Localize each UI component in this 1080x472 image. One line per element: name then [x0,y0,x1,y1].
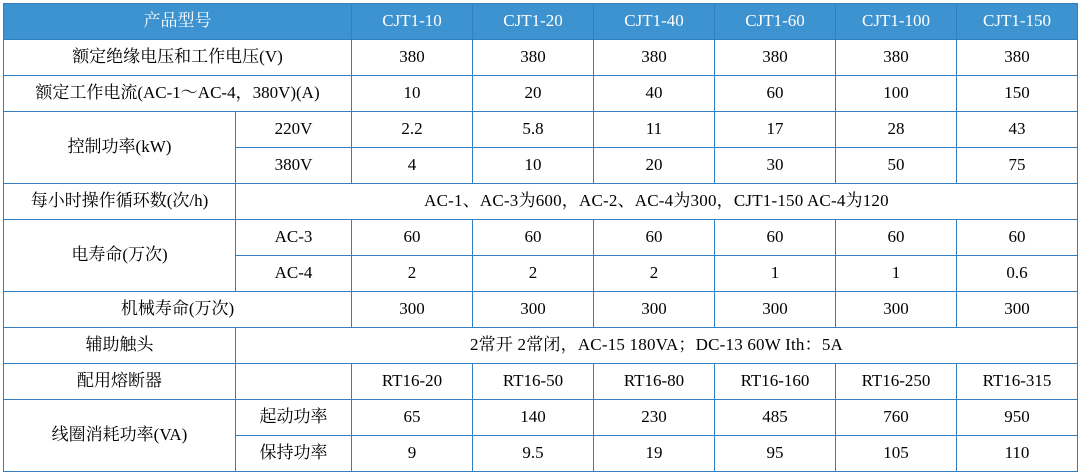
cell-matched-fuse-cjt1-60: RT16-160 [715,364,836,400]
cell-matched-fuse-cjt1-10: RT16-20 [352,364,473,400]
cell-rated-operating-current-cjt1-10: 10 [352,76,473,112]
header-model-cjt1-100: CJT1-100 [836,4,957,40]
cell-control-power-380v-cjt1-40: 20 [594,148,715,184]
row-sublabel-coil-power-holding: 保持功率 [236,436,352,472]
cell-mechanical-life-cjt1-20: 300 [473,292,594,328]
row-label-mechanical-life: 机械寿命(万次) [4,292,352,328]
cell-rated-insulation-voltage-cjt1-40: 380 [594,40,715,76]
cell-rated-insulation-voltage-cjt1-100: 380 [836,40,957,76]
header-model-cjt1-150: CJT1-150 [957,4,1078,40]
table-row [4,328,1078,364]
cell-electrical-life-ac4-cjt1-60: 1 [715,256,836,292]
cell-control-power-220v-cjt1-60: 17 [715,112,836,148]
cell-coil-power-starting-cjt1-60: 485 [715,400,836,436]
row-label-auxiliary-contacts: 辅助触头 [4,328,236,364]
cell-coil-power-starting-cjt1-20: 140 [473,400,594,436]
cell-control-power-220v-cjt1-100: 28 [836,112,957,148]
table-row [4,40,1078,76]
cell-rated-insulation-voltage-cjt1-150: 380 [957,40,1078,76]
table-header-row [4,4,1078,40]
cell-electrical-life-ac3-cjt1-40: 60 [594,220,715,256]
row-sublabel-electrical-life-ac4: AC-4 [236,256,352,292]
table-row [4,76,1078,112]
cell-matched-fuse-cjt1-100: RT16-250 [836,364,957,400]
cell-mechanical-life-cjt1-150: 300 [957,292,1078,328]
table-row [4,220,1078,256]
cell-matched-fuse-cjt1-40: RT16-80 [594,364,715,400]
cell-electrical-life-ac3-cjt1-60: 60 [715,220,836,256]
cell-rated-insulation-voltage-cjt1-60: 380 [715,40,836,76]
row-label-coil-power: 线圈消耗功率(VA) [4,400,236,472]
table-row [4,364,1078,400]
cell-matched-fuse-cjt1-20: RT16-50 [473,364,594,400]
cell-electrical-life-ac4-cjt1-40: 2 [594,256,715,292]
row-label-control-power: 控制功率(kW) [4,112,236,184]
row-label-matched-fuse: 配用熔断器 [4,364,236,400]
cell-matched-fuse-cjt1-150: RT16-315 [957,364,1078,400]
cell-control-power-220v-cjt1-10: 2.2 [352,112,473,148]
specification-table [3,3,1078,472]
cell-control-power-380v-cjt1-100: 50 [836,148,957,184]
row-sublabel-control-power-380v: 380V [236,148,352,184]
cell-coil-power-starting-cjt1-40: 230 [594,400,715,436]
cell-rated-operating-current-cjt1-20: 20 [473,76,594,112]
cell-coil-power-holding-cjt1-150: 110 [957,436,1078,472]
cell-coil-power-starting-cjt1-100: 760 [836,400,957,436]
table-row [4,184,1078,220]
cell-control-power-220v-cjt1-20: 5.8 [473,112,594,148]
cell-electrical-life-ac3-cjt1-20: 60 [473,220,594,256]
cell-mechanical-life-cjt1-40: 300 [594,292,715,328]
header-model-cjt1-60: CJT1-60 [715,4,836,40]
cell-rated-operating-current-cjt1-40: 40 [594,76,715,112]
cell-electrical-life-ac4-cjt1-10: 2 [352,256,473,292]
header-product-model: 产品型号 [4,4,352,40]
cell-control-power-380v-cjt1-150: 75 [957,148,1078,184]
table-row [4,292,1078,328]
cell-coil-power-holding-cjt1-40: 19 [594,436,715,472]
cell-rated-operating-current-cjt1-60: 60 [715,76,836,112]
cell-operating-cycles-note: AC-1、AC-3为600，AC-2、AC-4为300，CJT1-150 AC-4为120 [236,184,1078,220]
cell-rated-operating-current-cjt1-150: 150 [957,76,1078,112]
cell-coil-power-starting-cjt1-150: 950 [957,400,1078,436]
cell-coil-power-holding-cjt1-10: 9 [352,436,473,472]
cell-mechanical-life-cjt1-60: 300 [715,292,836,328]
row-sublabel-control-power-220v: 220V [236,112,352,148]
row-sublabel-coil-power-starting: 起动功率 [236,400,352,436]
cell-matched-fuse-blank [236,364,352,400]
cell-mechanical-life-cjt1-10: 300 [352,292,473,328]
cell-control-power-220v-cjt1-150: 43 [957,112,1078,148]
row-sublabel-electrical-life-ac3: AC-3 [236,220,352,256]
cell-electrical-life-ac4-cjt1-100: 1 [836,256,957,292]
cell-electrical-life-ac3-cjt1-100: 60 [836,220,957,256]
row-label-rated-operating-current: 额定工作电流(AC-1～AC-4，380V)(A) [4,76,352,112]
header-model-cjt1-10: CJT1-10 [352,4,473,40]
cell-auxiliary-contacts-note: 2常开 2常闭，AC-15 180VA；DC-13 60W Ith：5A [236,328,1078,364]
cell-mechanical-life-cjt1-100: 300 [836,292,957,328]
cell-coil-power-holding-cjt1-60: 95 [715,436,836,472]
cell-electrical-life-ac4-cjt1-150: 0.6 [957,256,1078,292]
cell-rated-operating-current-cjt1-100: 100 [836,76,957,112]
cell-control-power-220v-cjt1-40: 11 [594,112,715,148]
cell-rated-insulation-voltage-cjt1-10: 380 [352,40,473,76]
cell-electrical-life-ac3-cjt1-10: 60 [352,220,473,256]
cell-rated-insulation-voltage-cjt1-20: 380 [473,40,594,76]
table-row [4,112,1078,148]
cell-coil-power-holding-cjt1-100: 105 [836,436,957,472]
cell-control-power-380v-cjt1-10: 4 [352,148,473,184]
cell-control-power-380v-cjt1-20: 10 [473,148,594,184]
header-model-cjt1-40: CJT1-40 [594,4,715,40]
row-label-electrical-life: 电寿命(万次) [4,220,236,292]
table-row [4,400,1078,436]
row-label-rated-insulation-voltage: 额定绝缘电压和工作电压(V) [4,40,352,76]
row-label-operating-cycles-per-hour: 每小时操作循环数(次/h) [4,184,236,220]
cell-electrical-life-ac3-cjt1-150: 60 [957,220,1078,256]
cell-control-power-380v-cjt1-60: 30 [715,148,836,184]
cell-coil-power-holding-cjt1-20: 9.5 [473,436,594,472]
cell-electrical-life-ac4-cjt1-20: 2 [473,256,594,292]
cell-coil-power-starting-cjt1-10: 65 [352,400,473,436]
header-model-cjt1-20: CJT1-20 [473,4,594,40]
